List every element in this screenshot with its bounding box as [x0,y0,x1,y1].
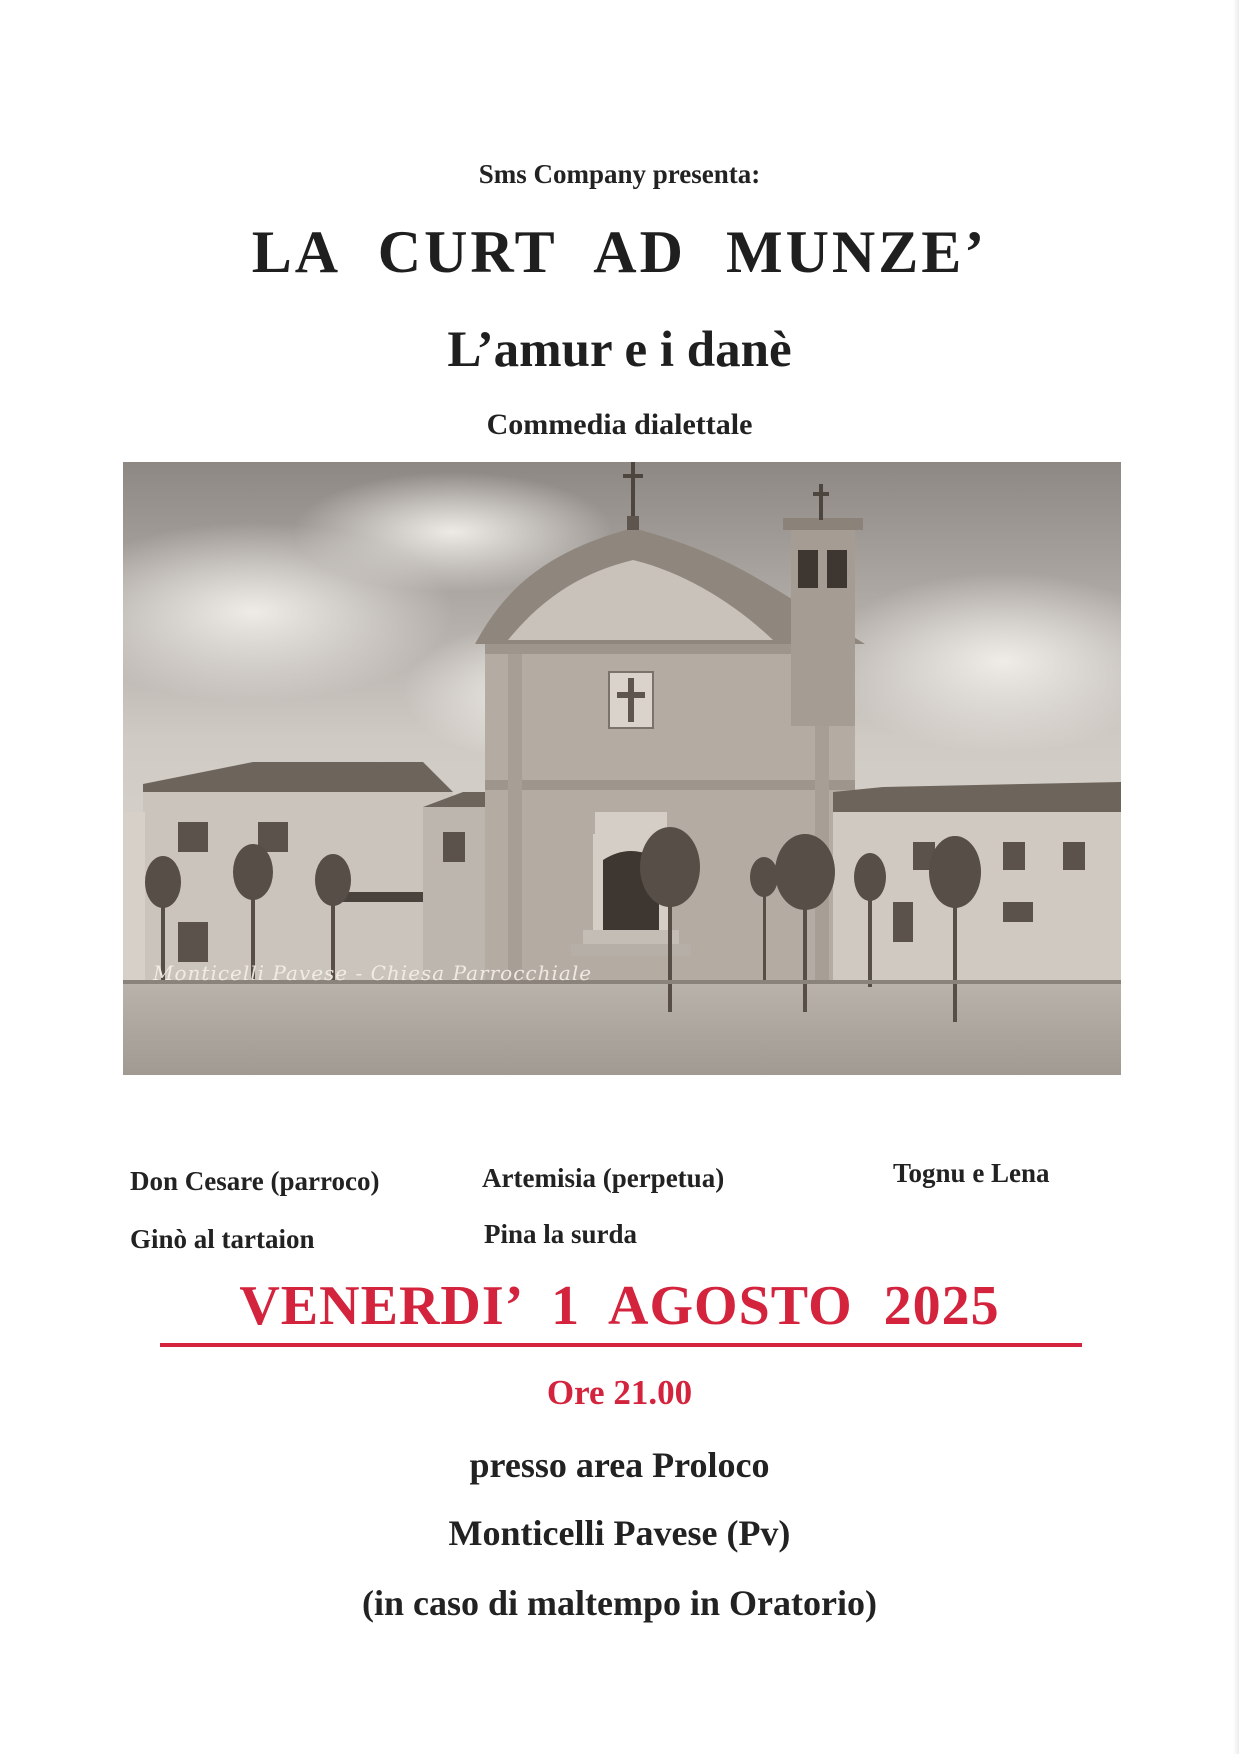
cast-member: Artemisia (perpetua) [482,1163,725,1193]
cast-member: Pina la surda [484,1219,638,1249]
event-rain-note: (in caso di maltempo in Oratorio) [362,1583,877,1623]
event-location: Monticelli Pavese (Pv) [448,1513,791,1553]
event-date: VENERDI’ 1 AGOSTO 2025 [239,1275,1000,1337]
cast-member: Don Cesare (parroco) [130,1166,380,1196]
event-venue: presso area Proloco [469,1445,770,1485]
presenter-line: Sms Company presenta: [478,159,761,189]
show-genre: Commedia dialettale [486,408,753,441]
event-time: Ore 21.00 [546,1373,693,1412]
photo-caption: Monticelli Pavese - Chiesa Parrocchiale [153,961,593,985]
cast-member: Ginò al tartaion [130,1224,315,1254]
church-photo [123,462,1121,1075]
date-underline [160,1343,1082,1347]
show-title: LA CURT AD MUNZE’ [251,219,988,285]
cast-member: Tognu e Lena [893,1158,1050,1188]
show-subtitle: L’amur e i danè [447,322,792,378]
